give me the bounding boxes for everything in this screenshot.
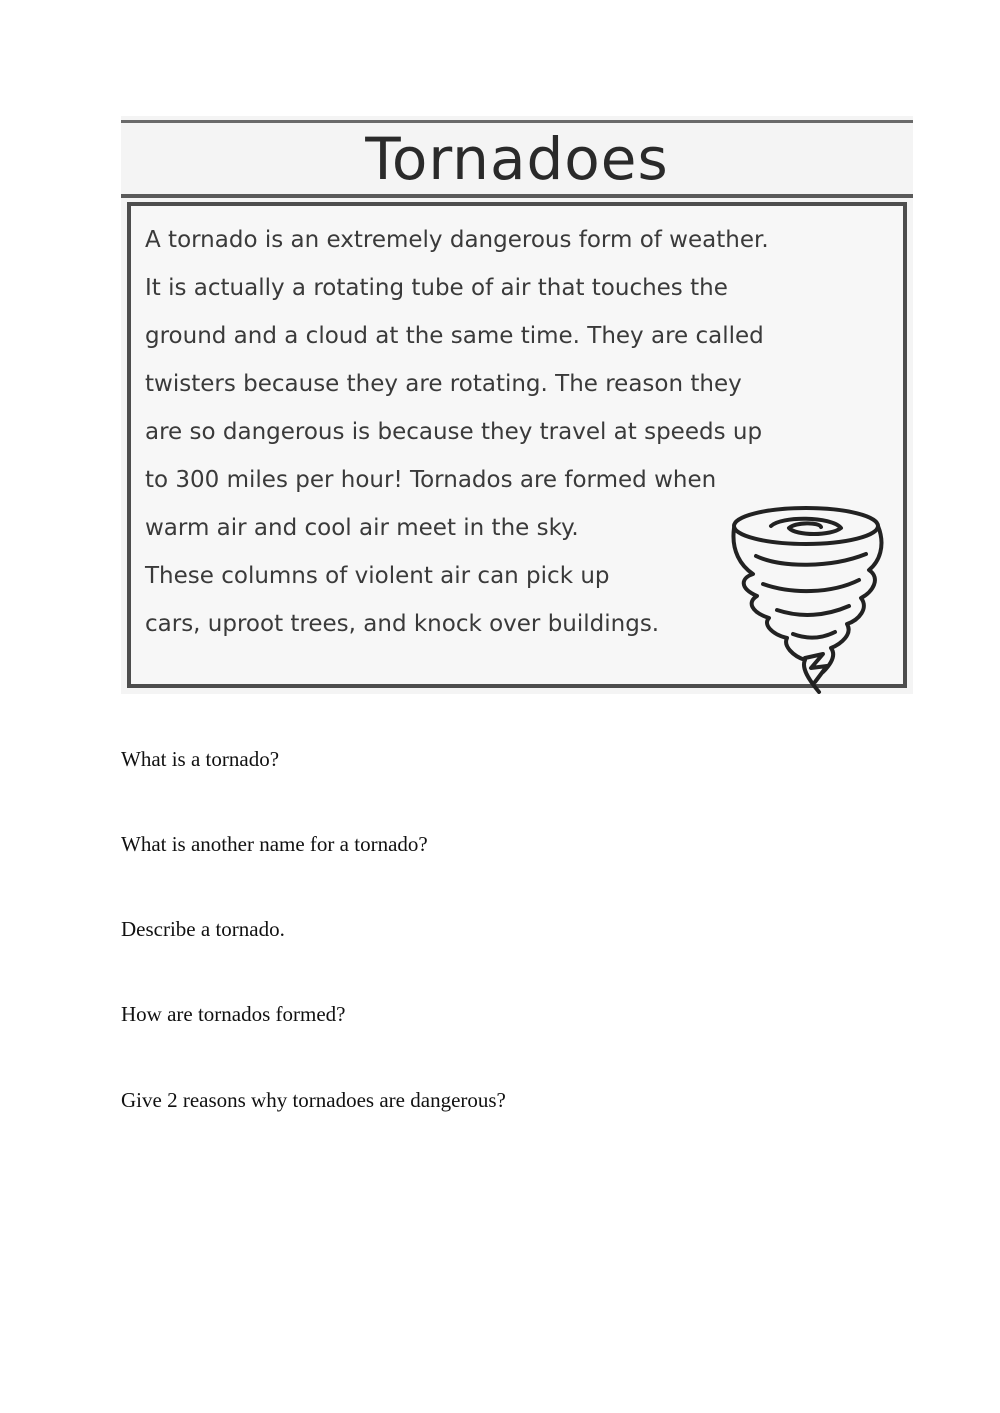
question-4: How are tornados formed?: [121, 1002, 346, 1026]
story-line: ground and a cloud at the same time. They are called: [145, 323, 764, 349]
question-2: What is another name for a tornado?: [121, 832, 428, 856]
question-1: What is a tornado?: [121, 747, 280, 771]
story-line: cars, uproot trees, and knock over buildings.: [145, 611, 660, 637]
story-line: A tornado is an extremely dangerous form of weather.: [145, 227, 769, 253]
story-line: It is actually a rotating tube of air that touches the: [145, 275, 728, 301]
top-rule: [121, 120, 913, 123]
story-line: warm air and cool air meet in the sky.: [145, 515, 579, 541]
story-line: twisters because they are rotating. The reason they: [145, 371, 742, 397]
question-3: Describe a tornado.: [121, 917, 285, 941]
reading-card: [121, 116, 913, 694]
card-title: Tornadoes: [365, 125, 669, 193]
story-line: These columns of violent air can pick up: [145, 563, 610, 589]
title-rule: [121, 194, 913, 198]
story-line: to 300 miles per hour! Tornados are formed when: [145, 467, 717, 493]
story-line: are so dangerous is because they travel at speeds up: [145, 419, 763, 445]
question-5: Give 2 reasons why tornadoes are dangerous?: [121, 1088, 506, 1112]
tornado-icon: [701, 496, 901, 694]
